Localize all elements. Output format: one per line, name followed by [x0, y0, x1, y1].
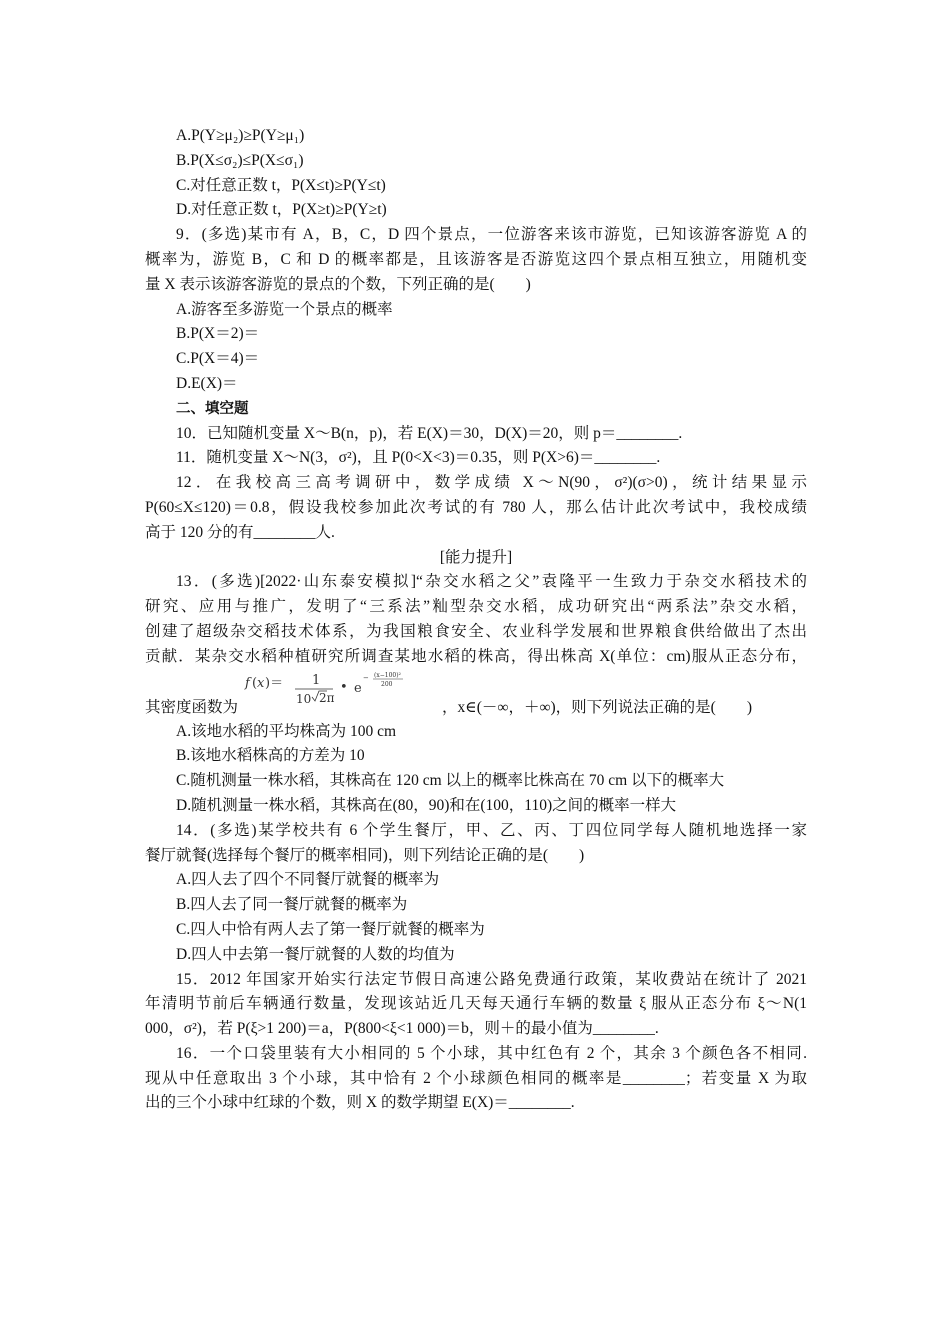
svg-text:•: •	[340, 679, 348, 695]
q13-line3: 创建了超级杂交稻技术体系，为我国粮食安全、农业科学发展和世界粮食供给做出了杰出	[145, 622, 807, 640]
q12-line2: P(60≤X≤120)＝0.8，假设我校参加此次考试的有 780 人，那么估计此次考试中，我校成绩	[145, 498, 807, 516]
q9-option-a: A.游客至多游览一个景点的概率	[176, 300, 393, 318]
q13-option-c: C.随机测量一株水稻，其株高在 120 cm 以上的概率比株高在 70 cm 以下的概率大	[176, 772, 725, 790]
q14-option-d: D.四人中去第一餐厅就餐的人数的均值为	[176, 945, 455, 963]
q14-option-b: B.四人去了同一餐厅就餐的概率为	[176, 896, 408, 914]
svg-text:f: f	[245, 675, 250, 691]
q14-option-c: C.四人中恰有两人去了第一餐厅就餐的概率为	[176, 920, 485, 938]
section-heading-fill-in: 二、填空题	[176, 400, 249, 417]
q16-line2: 现从中任意取出 3 个小球，其中恰有 2 个小球颜色相同的概率是________；若变量 X 为取	[145, 1069, 807, 1087]
document-page	[145, 124, 807, 1116]
q9-option-c: C.P(X＝4)＝	[176, 350, 260, 368]
svg-text:(: (	[252, 675, 258, 691]
q8-option-c: C.对任意正数 t，P(X≤t)≥P(Y≤t)	[176, 176, 386, 194]
q9-stem-line2: 概率为，游览 B，C 和 D 的概率都是，且该游客是否游览这四个景点相互独立，用随机变	[145, 250, 807, 268]
q13-line2: 研究、应用与推广，发明了“三系法”籼型杂交水稻，成功研究出“两系法”杂交水稻，	[145, 598, 807, 616]
q13-formula-suffix: ，x∈(－∞，＋∞)，则下列说法正确的是( )	[442, 698, 752, 716]
q15-line3: 000，σ²)，若 P(ξ>1 200)＝a，P(800<ξ<1 000)＝b，则＋的最小值为________.	[145, 1020, 659, 1038]
section-heading-advanced: [能力提升]	[439, 548, 513, 566]
q9-option-b: B.P(X＝2)＝	[176, 325, 260, 343]
q8-option-d: D.对任意正数 t，P(X≥t)≥P(Y≥t)	[176, 201, 387, 219]
q13-option-b: B.该地水稻株高的方差为 10	[176, 747, 365, 765]
q8-option-a: A.P(Y≥μ₂)≥P(Y≥μ₁)	[176, 127, 305, 144]
svg-text:x: x	[257, 675, 265, 691]
q13-formula-text	[145, 695, 752, 717]
q15-line1: 15．2012 年国家开始实行法定节假日高速公路免费通行政策，某收费站在统计了 2021	[176, 970, 807, 988]
q16-line1: 16．一个口袋里装有大小相同的 5 个小球，其中红色有 2 个，其余 3 个颜色各不相同.	[176, 1044, 807, 1062]
q15-line2: 年清明节前后车辆通行数量，发现该站近几天每天通行车辆的数量 ξ 服从正态分布 ξ～N(1	[145, 995, 807, 1013]
q16-line3: 出的三个小球中红球的个数，则 X 的数学期望 E(X)＝________.	[145, 1094, 575, 1112]
q12-line3: 高于 120 分的有________人.	[145, 523, 335, 541]
q13-option-a: A.该地水稻的平均株高为 100 cm	[176, 722, 397, 740]
q14-line1: 14．(多选)某学校共有 6 个学生餐厅，甲、乙、丙、丁四位同学每人随机地选择一家	[176, 821, 807, 839]
svg-text:200: 200	[381, 680, 393, 688]
svg-text:10: 10	[296, 691, 312, 706]
svg-text:)＝: )＝	[265, 675, 284, 691]
q13-formula-prefix: 其密度函数为	[145, 698, 239, 716]
q13-option-d: D.随机测量一株水稻，其株高在(80，90)和在(100，110)之间的概率一样大	[176, 796, 677, 814]
q13-formula-line	[145, 670, 807, 720]
q9-stem-line3: 量 X 表示该游客游览的景点的个数，下列正确的是( )	[145, 275, 531, 293]
q9-stem-line1: 9．(多选)某市有 A，B，C，D 四个景点，一位游客来该市游览，已知该游客游览 A 的	[176, 226, 807, 244]
svg-text:−: −	[363, 673, 369, 682]
svg-text:e: e	[354, 680, 362, 696]
q13-line4: 贡献．某杂交水稻种植研究所调查某地水稻的株高，得出株高 X(单位：cm)服从正态分布，	[145, 647, 807, 665]
q12-line1: 12．在我校高三高考调研中，数学成绩 X～N(90，σ²)(σ>0)，统计结果显示	[176, 474, 807, 492]
q11: 11．随机变量 X～N(3，σ²)，且 P(0<X<3)＝0.35，则 P(X>6)＝________.	[176, 449, 661, 467]
svg-text:1: 1	[312, 672, 321, 688]
q14-line2: 餐厅就餐(选择每个餐厅的概率相同)，则下列结论正确的是( )	[145, 846, 585, 864]
q10: 10．已知随机变量 X～B(n，p)，若 E(X)＝30，D(X)＝20，则 p＝________.	[176, 424, 683, 442]
q9-option-d: D.E(X)＝	[176, 374, 238, 392]
svg-text:(x−100)²: (x−100)²	[374, 671, 401, 679]
q14-option-a: A.四人去了四个不同餐厅就餐的概率为	[176, 871, 440, 889]
q8-option-b: B.P(X≤σ₂)≤P(X≤σ₁)	[176, 151, 304, 169]
q13-line1: 13．(多选)[2022·山东泰安模拟]“杂交水稻之父”袁隆平一生致力于杂交水稻技术的	[176, 573, 807, 591]
svg-text:2π: 2π	[319, 690, 335, 705]
